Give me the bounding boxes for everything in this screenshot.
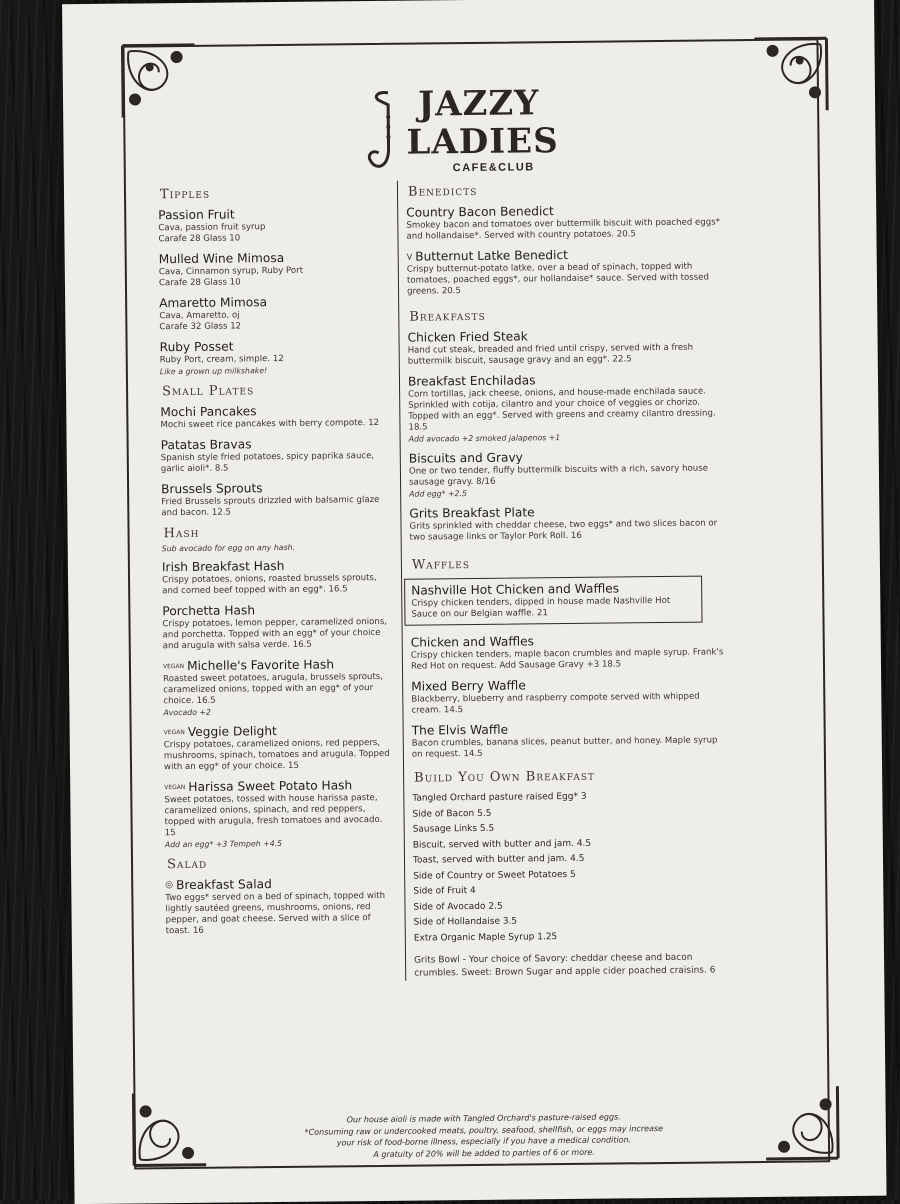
item-desc: Mochi sweet rice pancakes with berry compote. 12 [160,417,380,431]
corner-ornament-icon [755,1076,846,1167]
item-desc: Cava, Cinnamon syrup, Ruby Port [158,265,304,278]
menu-item [164,723,394,773]
item-name: Biscuits and Gravy [408,450,523,466]
vegan-badge-icon: VEGAN [164,784,186,792]
item-desc: Grits sprinkled with cheddar cheese, two eggs* and two slices bacon or two sausage links or Taylor Pork Roll. 16 [409,518,718,543]
item-desc: Crispy butternut-potato latke, over a bead of spinach, topped with tomatoes, poached eggs*, our hollandaise* sauce. Served with tossed greens. 20.5 [406,261,710,297]
item-note: Add egg* +2.5 [409,489,467,499]
item-note: Avocado +2 [163,707,211,718]
footer-line: *Consuming raw or undercooked meats, poultry, seafood, shellfish, or eggs may increase [304,1123,664,1137]
item-name: Nashville Hot Chicken and Waffles [411,581,620,598]
side-item: Sausage Links 5.5 [412,823,495,835]
menu-item [411,632,729,672]
menu-item [160,338,390,377]
item-desc: Crispy potatoes, onions, roasted brussels sprouts, and corned beef topped with an egg*. 16.5 [162,572,377,597]
menu-item [160,403,390,431]
left-column [158,181,396,944]
right-column-content [400,177,732,980]
item-name: Patatas Bravas [160,437,252,453]
item-note: Like a grown up milkshake! [159,366,268,377]
saxophone-icon [358,89,409,180]
item-name: Country Bacon Benedict [406,204,554,220]
section-note: Sub avocado for egg on any hash. [161,542,296,554]
section-title-hash: Hash [163,525,200,542]
item-name: Chicken Fried Steak [407,329,528,345]
menu-item [411,676,729,716]
item-desc: Cava, Amaretto, oj [159,310,240,322]
side-item: Side of Bacon 5.5 [412,808,492,820]
item-price: Carafe 28 Glass 10 [158,233,241,245]
menu-item [412,720,730,760]
item-price: Carafe 32 Glass 12 [159,321,242,333]
side-item: Side of Country or Sweet Potatoes 5 [413,869,576,882]
item-name: Amaretto Mimosa [159,295,268,311]
vegan-badge-icon: VEGAN [163,729,185,737]
item-desc: Crispy potatoes, lemon pepper, caramelized onions, and porchetta. Topped with an egg* of your choice and arugula with salsa verde. 16.5 [162,616,388,652]
side-item: Side of Hollandaise 3.5 [413,916,518,928]
menu-footer [224,1110,744,1161]
section-title-small-plates: Small Plates [162,383,255,400]
right-column [397,177,726,980]
item-name-text: Veggie Delight [187,724,277,739]
restaurant-logo [358,79,589,181]
item-name: Mulled Wine Mimosa [158,250,285,267]
section-title-build-your-own: Build You Own Breakfast [414,768,596,786]
side-item: Toast, served with butter and jam. 4.5 [412,853,585,866]
menu-item [407,246,725,297]
item-name-text: Harissa Sweet Potato Hash [188,778,353,794]
item-name: Grits Breakfast Plate [409,505,535,521]
menu-item [408,371,727,444]
item-name: Ruby Posset [159,339,234,355]
item-name-text: Michelle's Favorite Hash [187,657,335,673]
menu-item [162,558,392,597]
side-item: Tangled Orchard pasture raised Egg* 3 [412,791,587,804]
item-desc: Spanish style fried potatoes, spicy paprika sauce, garlic aioli*. 8.5 [160,451,375,475]
vegetarian-badge-icon: ◎ [165,880,174,891]
vegetarian-badge-icon: V [406,252,413,262]
item-name-text: Breakfast Salad [176,877,272,893]
item-name-text: Butternut Latke Benedict [415,247,568,264]
footer-line: A gratuity of 20% will be added to parties of 6 or more. [373,1147,595,1159]
side-item: Side of Fruit 4 [413,885,476,897]
vegan-badge-icon: VEGAN [162,663,185,671]
item-name: The Elvis Waffle [411,722,509,738]
item-name: Irish Breakfast Hash [161,558,285,575]
menu-item [162,602,392,652]
menu-paper [62,0,887,1204]
menu-item [161,480,391,519]
item-desc: One or two tender, fluffy buttermilk biscuits with a rich, savory house sausage gravy. 8/16 [408,463,709,488]
footer-line: your risk of food-borne illness, especially if you have a medical condition. [336,1135,632,1148]
menu-item [159,294,389,333]
side-item: Biscuit, served with butter and jam. 4.5 [412,838,592,851]
corner-ornament-icon [114,37,205,128]
grits-bowl-item: Grits Bowl - Your choice of Savory: cheddar cheese and bacon crumbles. Sweet: Brown Sugar and apple cider poached craisins. 6 [414,952,716,979]
item-name: Mixed Berry Waffle [411,678,526,694]
section-title-benedicts: Benedicts [407,183,478,200]
item-note: Add an egg* +3 Tempeh +4.5 [164,838,283,850]
logo-text-jazzy: JAZZY [417,83,540,125]
item-desc: Crispy chicken tenders, dipped in house made Nashville Hot Sauce on our Belgian waffle. 21 [411,595,671,620]
item-desc: Roasted sweet potatoes, arugula, brussels sprouts, caramelized onions, topped with an egg* of your choice. 16.5 [163,671,384,707]
item-desc: Bacon crumbles, banana slices, peanut butter, and honey. Maple syrup on request. 14.5 [411,735,718,760]
item-desc: Crispy chicken tenders, maple bacon crumbles and maple syrup. Frank's Red Hot on request. Add Sausage Gravy +3 18.5 [410,647,724,672]
menu-item [158,206,388,245]
featured-item-box [404,576,702,626]
item-desc: Ruby Port, cream, simple. 12 [159,353,284,366]
menu-item [407,327,725,367]
item-price: Carafe 28 Glass 10 [158,277,241,289]
item-name: Passion Fruit [158,207,235,223]
item-name: Breakfast Enchiladas [407,373,536,389]
logo-text-ladies: LADIES [406,121,559,163]
menu-item [163,657,394,718]
item-name: Chicken and Waffles [410,634,535,650]
menu-item [161,436,391,475]
menu-item [409,503,727,543]
item-desc: Two eggs* served on a bed of spinach, topped with lightly sautéed greens, mushrooms, onions, red pepper, and goat cheese. Served with a slice of toast. 16 [165,890,386,937]
side-item: Extra Organic Maple Syrup 1.25 [413,931,558,944]
menu-item [159,250,389,289]
item-name: Porchetta Hash [162,603,256,619]
menu-item [164,778,395,850]
footer-line: Our house aioli is made with Tangled Orchard's pasture-raised eggs. [346,1112,621,1125]
corner-ornament-icon [744,30,835,121]
section-title-breakfasts: Breakfasts [409,308,486,325]
item-desc: Cava, passion fruit syrup [158,222,266,234]
item-desc: Fried Brussels sprouts drizzled with balsamic glaze and bacon. 12.5 [161,494,380,519]
menu-item [406,202,724,242]
item-desc: Blackberry, blueberry and raspberry compote served with whipped cream. 14.5 [411,691,700,716]
section-title-salad: Salad [166,856,208,873]
item-desc: Hand cut steak, breaded and fried until crispy, served with a fresh buttermilk biscuit, sausage gravy and an egg*. 22.5 [407,342,694,367]
item-note: Add avocado +2 smoked jalapenos +1 [408,433,561,444]
item-name: Mochi Pancakes [160,404,257,420]
item-name: Brussels Sprouts [161,481,263,497]
item-desc: Corn tortillas, jack cheese, onions, and house-made enchilada sauce. Sprinkled with cotija, cilantro and your choice of veggies or chorizo. Topped with an egg*. Served with greens and creamy cilantro dressing. 18.5 [408,386,716,433]
menu-item [165,876,396,937]
section-title-waffles: Waffles [411,557,471,573]
side-item: Side of Avocado 2.5 [413,901,503,913]
item-desc: Sweet potatoes, tossed with house harissa paste, caramelized onions, spinach, and red peppers, topped with arugula, fresh tomatoes and avocado. 15 [164,792,383,839]
logo-text-cafe-club: CAFE&CLUB [452,161,535,175]
item-desc: Smokey bacon and tomatoes over buttermilk biscuit with poached eggs* and hollandaise*. Served with country potatoes. 20.5 [406,217,721,242]
menu-item [409,448,727,499]
section-title-tipples: Tipples [159,186,211,203]
corner-ornament-icon [125,1083,216,1174]
item-desc: Crispy potatoes, caramelized onions, red peppers, mushrooms, spinach, tomatoes and arugula. Topped with an egg* of your choice. 15 [163,737,390,773]
